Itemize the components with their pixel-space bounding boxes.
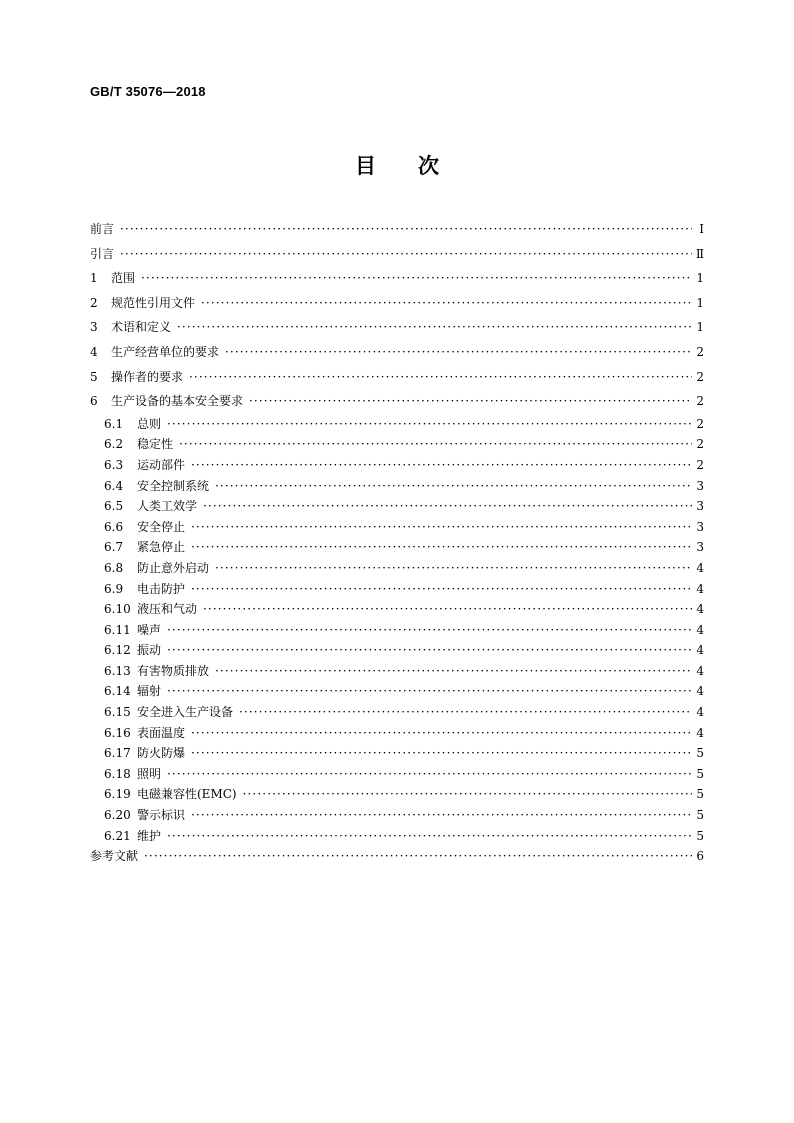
dot-leader (243, 784, 692, 804)
toc-section-number: 6.16 (104, 725, 131, 740)
dot-leader (201, 291, 692, 315)
toc-entry-title: 人类工效学 (137, 499, 198, 514)
toc-page-number: 5 (696, 828, 704, 843)
toc-entry-title: 操作者的要求 (111, 369, 184, 384)
dot-leader (249, 389, 692, 413)
toc-section-number: 6.21 (104, 828, 131, 843)
dot-leader (167, 764, 692, 784)
dot-leader (179, 434, 692, 454)
toc-entry-title: 稳定性 (137, 437, 174, 452)
toc-entry-bibliography[interactable] (90, 846, 704, 867)
toc-section-number: 6.10 (104, 602, 131, 617)
toc-entry-title: 警示标识 (137, 808, 186, 823)
dot-leader (167, 620, 692, 640)
dot-leader (120, 242, 692, 266)
toc-entry-title: 总则 (137, 416, 162, 431)
dot-leader (215, 661, 692, 681)
toc-entry-introduction[interactable] (90, 242, 704, 267)
toc-section-number: 6.19 (104, 787, 131, 802)
toc-page-number: 4 (696, 705, 704, 720)
dot-leader (167, 640, 692, 660)
toc-entry-section-5[interactable] (90, 365, 704, 390)
toc-page-number: 4 (696, 643, 704, 658)
toc-entry-title: 生产设备的基本安全要求 (111, 394, 244, 409)
toc-page-number: 4 (696, 684, 704, 699)
toc-entry-subsection-6-3[interactable] (90, 455, 704, 476)
dot-leader (203, 599, 692, 619)
toc-entry-subsection-6-12[interactable] (90, 640, 704, 661)
toc-entry-subsection-6-13[interactable] (90, 661, 704, 682)
toc-entry-title: 前言 (90, 222, 115, 236)
toc-entry-subsection-6-14[interactable] (90, 681, 704, 702)
dot-leader (191, 517, 692, 537)
toc-entry-section-4[interactable] (90, 340, 704, 365)
toc-entry-title: 液压和气动 (137, 602, 198, 617)
toc-entry-title: 引言 (90, 246, 115, 261)
toc-page-number: 1 (696, 271, 704, 286)
toc-section-number: 6.6 (104, 519, 124, 534)
toc-section-number: 6 (90, 394, 98, 409)
toc-page-number: 3 (696, 540, 704, 555)
dot-leader (167, 414, 692, 434)
toc-section-number: 6.2 (104, 437, 124, 452)
toc-entry-title: 生产经营单位的要求 (111, 344, 220, 359)
toc-entry-title: 辐射 (137, 684, 162, 699)
toc-entry-section-1[interactable] (90, 266, 704, 291)
toc-page-number: 2 (696, 437, 704, 452)
toc-entry-subsection-6-17[interactable] (90, 743, 704, 764)
toc-entry-title: 振动 (137, 643, 162, 658)
toc-entry-subsection-6-5[interactable] (90, 496, 704, 517)
dot-leader (177, 315, 692, 339)
toc-entry-title: 有害物质排放 (137, 663, 210, 678)
dot-leader (144, 846, 692, 866)
toc-section-number: 1 (90, 271, 98, 286)
dot-leader (120, 217, 692, 241)
toc-page-number: 2 (696, 416, 704, 431)
toc-entry-subsection-6-11[interactable] (90, 620, 704, 641)
toc-page-number: Ⅰ (699, 222, 704, 236)
dot-leader (191, 743, 692, 763)
toc-entry-title: 照明 (137, 766, 162, 781)
toc-entry-foreword[interactable] (90, 217, 704, 242)
toc-entry-title: 安全停止 (137, 519, 186, 534)
toc-section-number: 6.18 (104, 766, 131, 781)
toc-entry-subsection-6-9[interactable] (90, 579, 704, 600)
toc-entry-subsection-6-18[interactable] (90, 764, 704, 785)
dot-leader (239, 702, 692, 722)
toc-entry-title: 范围 (111, 271, 136, 286)
toc-entry-subsection-6-2[interactable] (90, 434, 704, 455)
dot-leader (215, 476, 692, 496)
toc-section-number: 6.14 (104, 684, 131, 699)
toc-page-number: 2 (696, 457, 704, 472)
toc-entry-subsection-6-8[interactable] (90, 558, 704, 579)
toc-section-number: 6.20 (104, 808, 131, 823)
toc-entry-title: 维护 (137, 828, 162, 843)
toc-entry-section-2[interactable] (90, 291, 704, 316)
dot-leader (191, 455, 692, 475)
toc-section-number: 6.8 (104, 560, 124, 575)
toc-section-number: 6.7 (104, 540, 124, 555)
toc-entry-title: 运动部件 (137, 457, 186, 472)
toc-page-number: 4 (696, 622, 704, 637)
toc-page-number: 3 (696, 519, 704, 534)
toc-entry-section-3[interactable] (90, 315, 704, 340)
toc-page-number: 5 (696, 808, 704, 823)
toc-entry-title: 紧急停止 (137, 540, 186, 555)
toc-entry-subsection-6-20[interactable] (90, 805, 704, 826)
dot-leader (191, 805, 692, 825)
dot-leader (203, 496, 692, 516)
toc-page-number: 3 (696, 499, 704, 514)
toc-page-number: 3 (696, 478, 704, 493)
toc-section-number: 6.9 (104, 581, 124, 596)
dot-leader (225, 340, 692, 364)
toc-entry-subsection-6-6[interactable] (90, 517, 704, 538)
toc-entry-subsection-6-19[interactable] (90, 784, 704, 805)
toc-entry-subsection-6-1[interactable] (90, 414, 704, 435)
toc-entry-title: 安全进入生产设备 (137, 705, 234, 720)
dot-leader (189, 365, 692, 389)
dot-leader (167, 826, 692, 846)
toc-page-number: 5 (696, 787, 704, 802)
toc-entry-section-6[interactable] (90, 389, 704, 414)
toc-section-number: 2 (90, 295, 98, 310)
toc-page-number: 5 (696, 746, 704, 761)
toc-entry-title: 安全控制系统 (137, 478, 210, 493)
table-of-contents (90, 217, 704, 867)
toc-entry-subsection-6-16[interactable] (90, 723, 704, 744)
toc-page-number: 4 (696, 560, 704, 575)
toc-page-number: 2 (696, 369, 704, 384)
toc-page-number: Ⅱ (695, 246, 704, 261)
document-code: GB/T 35076—2018 (90, 84, 206, 99)
toc-page-number: 2 (696, 394, 704, 409)
toc-entry-subsection-6-4[interactable] (90, 476, 704, 497)
toc-section-number: 6.5 (104, 499, 124, 514)
toc-page-number: 6 (696, 849, 704, 864)
toc-entry-title: 电击防护 (137, 581, 186, 596)
toc-page-number: 1 (696, 295, 704, 310)
toc-section-number: 4 (90, 344, 98, 359)
toc-entry-subsection-6-15[interactable] (90, 702, 704, 723)
toc-page-number: 4 (696, 581, 704, 596)
toc-page-number: 2 (696, 344, 704, 359)
toc-entry-title: 规范性引用文件 (111, 295, 196, 310)
toc-entry-subsection-6-7[interactable] (90, 537, 704, 558)
toc-section-number: 5 (90, 369, 98, 384)
toc-section-number: 6.1 (104, 416, 124, 431)
toc-page-number: 4 (696, 663, 704, 678)
dot-leader (167, 681, 692, 701)
toc-section-number: 3 (90, 320, 98, 335)
toc-page-number: 4 (696, 725, 704, 740)
toc-section-number: 6.4 (104, 478, 124, 493)
toc-entry-title: 防火防爆 (137, 746, 186, 761)
toc-page-number: 5 (696, 766, 704, 781)
toc-section-number: 6.3 (104, 457, 124, 472)
toc-entry-title: 噪声 (137, 622, 162, 637)
toc-entry-title: 参考文献 (90, 849, 139, 864)
dot-leader (191, 537, 692, 557)
toc-entry-subsection-6-10[interactable] (90, 599, 704, 620)
toc-entry-subsection-6-21[interactable] (90, 826, 704, 847)
page-title: 目 次 (355, 153, 439, 178)
toc-entry-title: 表面温度 (137, 725, 186, 740)
toc-section-number: 6.11 (104, 622, 131, 637)
dot-leader (141, 266, 692, 290)
toc-page-number: 1 (696, 320, 704, 335)
toc-entry-title: 术语和定义 (111, 320, 172, 335)
dot-leader (191, 579, 692, 599)
toc-entry-title: 电磁兼容性(EMC) (137, 787, 237, 802)
dot-leader (191, 723, 692, 743)
toc-section-number: 6.17 (104, 746, 131, 761)
dot-leader (215, 558, 692, 578)
toc-page-number: 4 (696, 602, 704, 617)
toc-entry-title: 防止意外启动 (137, 560, 210, 575)
toc-section-number: 6.13 (104, 663, 131, 678)
toc-section-number: 6.12 (104, 643, 131, 658)
toc-section-number: 6.15 (104, 705, 131, 720)
